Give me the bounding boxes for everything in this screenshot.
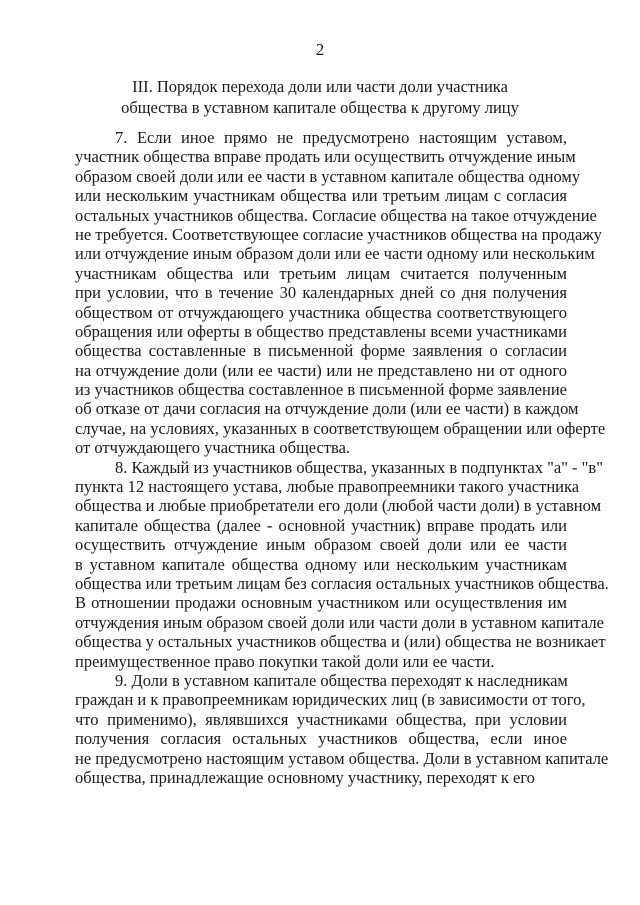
paragraph-line: обществом от отчуждающего участника общества соответствующего [75,302,567,322]
paragraph-line: преимущественное право покупки такой доли или ее части. [75,651,495,671]
paragraph-line: 8. Каждый из участников общества, указанных в подпунктах "а" - "в" [115,457,603,477]
paragraph-line: образом своей доли или ее части в уставном капитале общества одному [75,166,581,186]
paragraph-line: не предусмотрено настоящим уставом общества. Доли в уставном капитале [75,748,609,768]
paragraph-line: от отчуждающего участника общества. [75,438,351,458]
paragraph-line: на отчуждение доли (или ее части) или не представлено ни от одного [75,360,567,380]
paragraph-line: капитале общества (далее - основной участник) вправе продать или [75,515,567,535]
paragraph-line: 7. Если иное прямо не предусмотрено настоящим уставом, [115,128,567,147]
paragraph-line: получения согласия остальных участников общества, если иное [75,729,567,749]
paragraph-line: об отказе от дачи согласия на отчуждение доли (или ее части) в каждом [75,399,579,419]
paragraph-9 [75,670,609,787]
paragraph-line: или нескольким участникам общества или третьим лицам с согласия [75,186,567,206]
paragraph-line: из участников общества составленное в письменной форме заявление [75,380,567,400]
paragraph-line: обращения или оферты в общество представлены всеми участниками [75,321,567,341]
paragraph-line: участникам общества или третьим лицам считается полученным [75,263,567,283]
paragraph-line: или отчуждение иным образом доли или ее части одному или нескольким [75,244,595,264]
body-text [75,128,609,787]
paragraph-line: пункта 12 настоящего устава, любые правопреемники такого участника [75,477,580,497]
paragraph-line: В отношении продажи основным участником или осуществления им [75,593,567,613]
paragraph-line: общества у остальных участников общества и (или) общества не возникает [75,632,606,652]
paragraph-line: общества составленные в письменной форме заявления о согласии [75,341,567,361]
paragraph-line: общества и любые приобретатели его доли (любой части доли) в уставном [75,496,602,516]
paragraph-line: что применимо), являвшихся участниками общества, при условии [75,709,567,729]
paragraph-line: общества или третьим лицам без согласия остальных участников общества. [75,573,609,593]
paragraph-7 [75,128,606,458]
paragraph-line: 9. Доли в уставном капитале общества переходят к наследникам [115,670,568,690]
section-heading-line-1: III. Порядок перехода доли или части доли участника [132,77,508,96]
paragraph-line: осуществить отчуждение иным образом своей доли или ее части [75,535,567,555]
page-number: 2 [315,40,325,59]
paragraph-line: общества, принадлежащие основному участнику, переходят к его [75,767,535,787]
section-heading-line-2: общества в уставном капитале общества к другому лицу [121,98,519,117]
paragraph-line: остальных участников общества. Согласие общества на такое отчуждение [75,205,597,225]
paragraph-line: при условии, что в течение 30 календарных дней со дня получения [75,283,567,303]
paragraph-8 [75,457,609,671]
paragraph-line: отчуждения иным образом своей доли или части доли в уставном капитале [75,612,604,632]
paragraph-line: не требуется. Соответствующее согласие участников общества на продажу [75,224,602,244]
paragraph-line: участник общества вправе продать или осуществить отчуждение иным [75,147,576,167]
section-heading [60,76,580,118]
paragraph-line: граждан и к правопреемникам юридических лиц (в зависимости от того, [75,690,586,710]
paragraph-line: в уставном капитале общества одному или нескольким участникам [75,554,567,574]
paragraph-line: случае, на условиях, указанных в соответствующем обращении или оферте [75,418,606,438]
